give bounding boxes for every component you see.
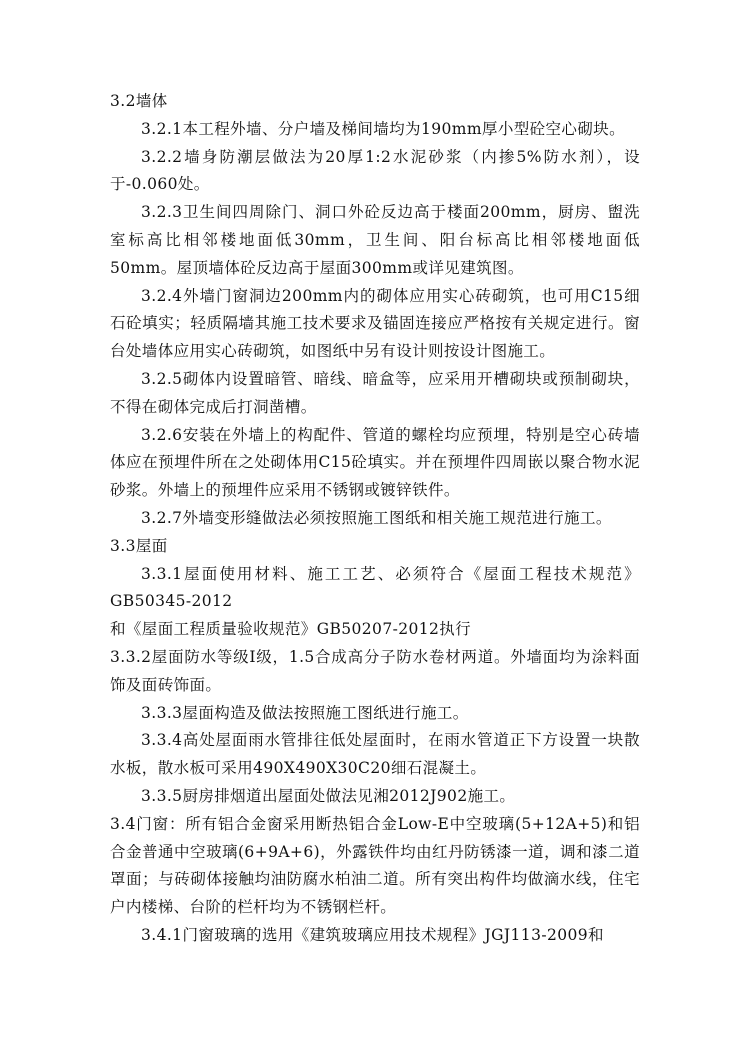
paragraph-3-2-4: 3.2.4外墙门窗洞边200mm内的砌体应用实心砖砌筑，也可用C15细石砼填实；轻质隔墙其施工技术要求及锚固连接应严格按有关规定进行。窗台处墙体应用实心砖砌筑，如图纸中另有设计则按设计图施工。 bbox=[110, 286, 640, 361]
document-body bbox=[110, 88, 640, 950]
paragraph-3-3-2: 3.3.2屋面防水等级I级，1.5合成高分子防水卷材两道。外墙面均为涂料面饰及面砖饰面。 bbox=[110, 647, 640, 694]
paragraph-3-2-6: 3.2.6安装在外墙上的构配件、管道的螺栓均应预埋，特别是空心砖墙体应在预埋件所在之处砌体用C15砼填实。并在预埋件四周嵌以聚合物水泥砂浆。外墙上的预埋件应采用不锈钢或镀锌铁件。 bbox=[110, 425, 640, 500]
paragraph-3-3-5: 3.3.5厨房排烟道出屋面处做法见湘2012J902施工。 bbox=[141, 786, 516, 805]
paragraph-3-2-2: 3.2.2墙身防潮层做法为20厚1:2水泥砂浆（内掺5%防水剂），设于-0.060处。 bbox=[110, 147, 640, 194]
paragraph-3-3-4: 3.3.4高处屋面雨水管排往低处屋面时，在雨水管道正下方设置一块散水板，散水板可采用490X490X30C20细石混凝土。 bbox=[110, 731, 640, 778]
paragraph-3-4-1: 3.4.1门窗玻璃的选用《建筑玻璃应用技术规程》JGJ113-2009和 bbox=[141, 925, 604, 944]
paragraph-3-2-5: 3.2.5砌体内设置暗管、暗线、暗盒等，应采用开槽砌块或预制砌块，不得在砌体完成后打洞凿槽。 bbox=[110, 369, 640, 416]
section-heading-walls: 3.2墙体 bbox=[110, 92, 168, 110]
paragraph-3-4-doors-windows: 3.4门窗：所有铝合金窗采用断热铝合金Low-E中空玻璃(5+12A+5)和铝合金普通中空玻璃(6+9A+6)，外露铁件均由红丹防锈漆一道，调和漆二道罩面；与砖砌体接触均油防腐水柏油二道。所有突出构件均做滴水线，住宅户内楼梯、台阶的栏杆均为不锈钢栏杆。 bbox=[110, 814, 640, 917]
paragraph-3-3-1-continued: 和《屋面工程质量验收规范》GB50207-2012执行 bbox=[110, 620, 472, 639]
paragraph-3-2-3: 3.2.3卫生间四周除门、洞口外砼反边高于楼面200mm，厨房、盥洗室标高比相邻楼地面低30mm，卫生间、阳台标高比相邻楼地面低50mm。屋顶墙体砼反边高于屋面300mm或详见建筑图。 bbox=[110, 203, 640, 277]
paragraph-3-3-3: 3.3.3屋面构造及做法按照施工图纸进行施工。 bbox=[141, 703, 469, 722]
section-heading-roof: 3.3屋面 bbox=[110, 536, 168, 555]
paragraph-3-2-7: 3.2.7外墙变形缝做法必须按照施工图纸和相关施工规范进行施工。 bbox=[141, 508, 612, 527]
paragraph-3-2-1: 3.2.1本工程外墙、分户墙及梯间墙均为190mm厚小型砼空心砌块。 bbox=[141, 119, 626, 138]
paragraph-3-3-1: 3.3.1屋面使用材料、施工工艺、必须符合《屋面工程技术规范》GB50345-2012 bbox=[110, 564, 640, 611]
